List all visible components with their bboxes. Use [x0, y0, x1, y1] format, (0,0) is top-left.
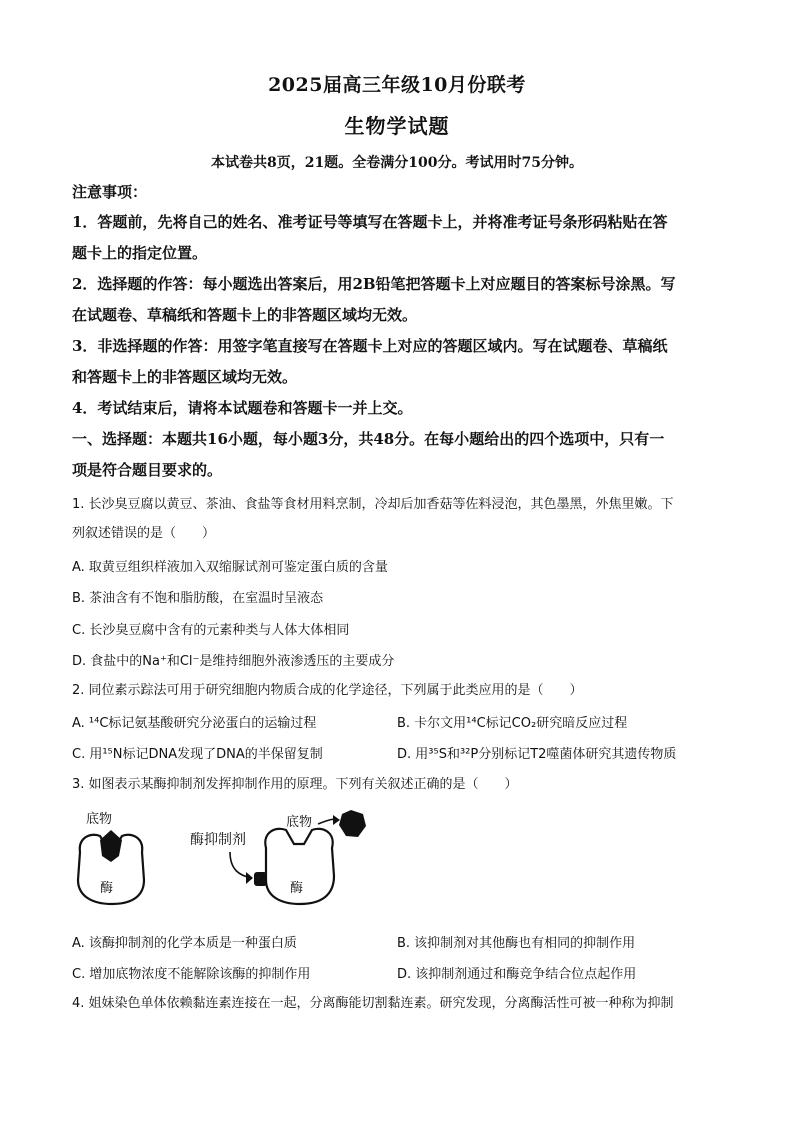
q3-option-a: A. 该酶抑制剂的化学本质是一种蛋白质 [72, 936, 297, 951]
q2-option-a: A. ¹⁴C标记氨基酸研究分泌蛋白的运输过程 [72, 716, 317, 731]
figure-substrate-label-1: 底物 [86, 812, 113, 827]
q2-option-c: C. 用¹⁵N标记DNA发现了DNA的半保留复制 [72, 747, 323, 762]
exam-info: 本试卷共8页，21题。全卷满分100分。考试用时75分钟。 [211, 155, 583, 171]
q1-option-a: A. 取黄豆组织样液加入双缩脲试剂可鉴定蛋白质的含量 [72, 560, 388, 575]
q1-stem-line-1: 1. 长沙臭豆腐以黄豆、茶油、食盐等食材用料烹制，冷却后加香菇等佐料浸泡，其色墨黑，外焦里嫩。下 [72, 497, 674, 512]
inhibitor-arrow [230, 852, 252, 878]
figure-inhibitor-label: 酶抑制剂 [190, 832, 246, 848]
q1-option-d: D. 食盐中的Na⁺和Cl⁻是维持细胞外液渗透压的主要成分 [72, 654, 395, 669]
notice-item-4: 4．考试结束后，请将本试题卷和答题卡一并上交。 [72, 399, 413, 417]
figure-enzyme-label-1: 酶 [100, 881, 114, 896]
section1-heading-line-2: 项是符合题目要求的。 [72, 461, 223, 479]
section1-heading-line-1: 一、选择题：本题共16小题，每小题3分，共48分。在每小题给出的四个选项中，只有一 [72, 430, 665, 448]
exam-subject: 生物学试题 [344, 114, 450, 138]
q3-option-d: D. 该抑制剂通过和酶竞争结合位点起作用 [397, 967, 637, 982]
enzyme-inhibitor-figure [72, 800, 392, 910]
q2-option-d: D. 用³⁵S和³²P分别标记T2噬菌体研究其遗传物质 [397, 747, 677, 762]
inhibitor-shape [254, 872, 267, 886]
exam-title: 2025届高三年级10月份联考 [268, 74, 526, 96]
q1-stem-line-2: 列叙述错误的是（ ） [72, 526, 216, 541]
inhibitor-arrowhead [246, 872, 253, 884]
figure-substrate-label-2: 底物 [286, 815, 313, 830]
q4-stem: 4. 姐妹染色单体依赖黏连素连接在一起，分离酶能切割黏连素。研究发现，分离酶活性可被一种称为抑制 [72, 996, 674, 1011]
q1-option-c: C. 长沙臭豆腐中含有的元素种类与人体大体相同 [72, 623, 350, 638]
q3-option-b: B. 该抑制剂对其他酶也有相同的抑制作用 [397, 936, 636, 951]
q3-stem: 3. 如图表示某酶抑制剂发挥抑制作用的原理。下列有关叙述正确的是（ ） [72, 777, 518, 792]
notice-item-1-line-2: 题卡上的指定位置。 [72, 244, 208, 262]
q1-option-b: B. 茶油含有不饱和脂肪酸，在室温时呈液态 [72, 591, 324, 606]
notice-heading: 注意事项： [72, 183, 148, 201]
q2-option-b: B. 卡尔文用¹⁴C标记CO₂研究暗反应过程 [397, 716, 628, 731]
notice-item-2-line-2: 在试题卷、草稿纸和答题卡上的非答题区域均无效。 [72, 306, 418, 324]
notice-item-3-line-2: 和答题卡上的非答题区域均无效。 [72, 368, 298, 386]
figure-enzyme-label-2: 酶 [290, 881, 304, 896]
release-arrowhead [333, 815, 340, 825]
q3-option-c: C. 增加底物浓度不能解除该酶的抑制作用 [72, 967, 311, 982]
notice-item-3-line-1: 3．非选择题的作答：用签字笔直接写在答题卡上对应的答题区域内。写在试题卷、草稿纸 [72, 337, 668, 355]
notice-item-2-line-1: 2．选择题的作答：每小题选出答案后，用2B铅笔把答题卡上对应题目的答案标号涂黑。写 [72, 275, 676, 293]
notice-item-1-line-1: 1．答题前，先将自己的姓名、准考证号等填写在答题卡上，并将准考证号条形码粘贴在答 [72, 213, 668, 231]
substrate-shape-2 [339, 810, 366, 837]
q2-stem: 2. 同位素示踪法可用于研究细胞内物质合成的化学途径，下列属于此类应用的是（ ） [72, 683, 583, 698]
